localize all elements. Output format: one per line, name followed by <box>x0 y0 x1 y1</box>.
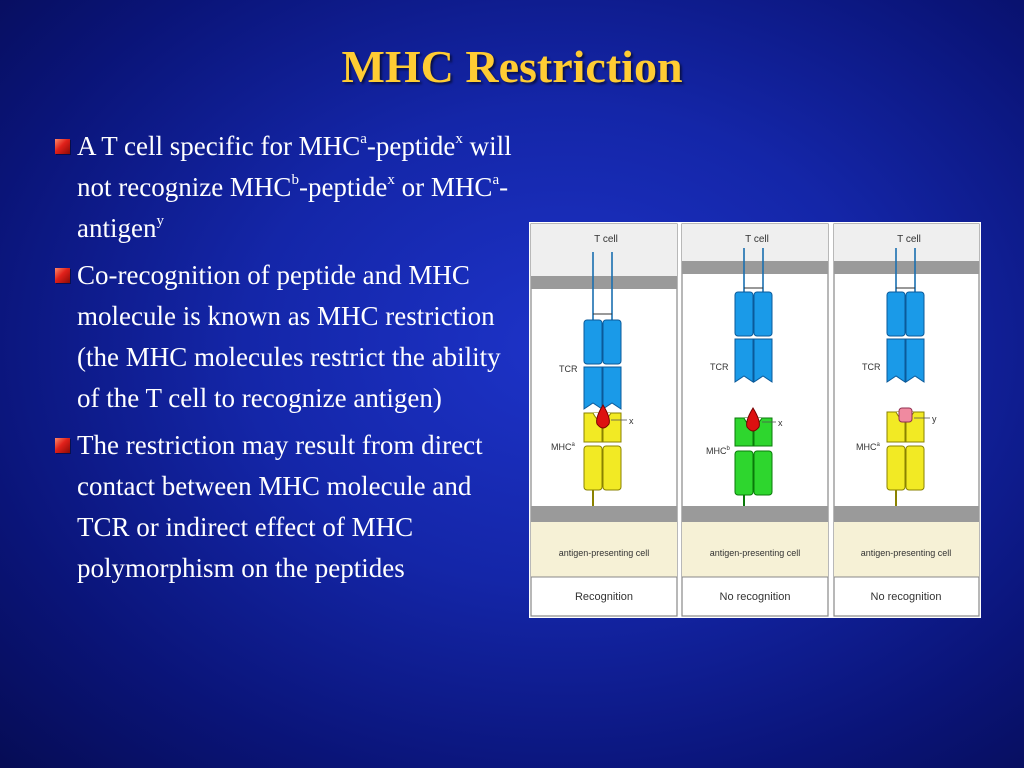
superscript: a <box>360 131 367 147</box>
superscript: b <box>291 172 299 188</box>
mhc-label: MHC$^b$ <box>706 446 730 456</box>
tcr-alpha-variable <box>887 339 905 382</box>
bullet-2 <box>55 255 515 419</box>
panel-2 <box>682 224 828 616</box>
superscript: x <box>387 172 395 188</box>
t-cell-label: T cell <box>897 234 921 245</box>
bullet-list <box>55 126 515 595</box>
apc-membrane <box>531 506 677 522</box>
bullet-marker-icon <box>55 438 70 453</box>
tcr-beta-constant <box>754 292 772 336</box>
peptide-y <box>899 408 912 422</box>
peptide-label: x <box>629 416 634 426</box>
t-cell-membrane <box>531 276 677 289</box>
tcr-alpha-constant <box>584 320 602 364</box>
bullet-marker-icon <box>55 268 70 283</box>
t-cell-membrane <box>682 261 828 274</box>
outcome-label: No recognition <box>719 591 791 603</box>
mhc-beta2m-domain <box>603 446 621 490</box>
bullet-3 <box>55 425 515 589</box>
peptide-label: x <box>778 418 783 428</box>
apc-label: antigen-presenting cell <box>709 548 801 558</box>
apc-label: antigen-presenting cell <box>860 548 952 558</box>
apc-membrane <box>682 506 828 522</box>
panel-3 <box>834 224 979 616</box>
panel-1 <box>531 224 677 616</box>
tcr-beta-constant <box>603 320 621 364</box>
peptide-label: y <box>932 414 937 424</box>
diagram-svg <box>529 222 981 618</box>
bullet-text: -peptide <box>298 172 388 202</box>
superscript: x <box>455 131 463 147</box>
tcr-beta-variable <box>754 339 772 382</box>
bullet-marker-icon <box>55 139 70 154</box>
tcr-beta-variable <box>603 367 621 409</box>
slide-title: MHC Restriction <box>341 41 683 92</box>
mhc-alpha3-domain <box>887 446 905 490</box>
bullet-text: A T cell specific for MHC <box>77 131 361 161</box>
apc-membrane <box>834 506 979 522</box>
t-cell-label: T cell <box>745 234 769 245</box>
bullet-1 <box>55 126 515 249</box>
outcome-label: Recognition <box>574 591 634 603</box>
tcr-alpha-constant <box>735 292 753 336</box>
tcr-label: TCR <box>559 364 578 374</box>
bullet-text: or MHC <box>394 172 493 202</box>
superscript: y <box>156 213 164 229</box>
mhc-label: MHC$^a$ <box>551 442 575 452</box>
tcr-alpha-variable <box>584 367 602 409</box>
bullet-text: -antigen <box>77 172 509 243</box>
t-cell-label: T cell <box>594 234 618 245</box>
bullet-text: The restriction may result from direct contact between MHC molecule and TCR or indirect effect of MHC polymorphism on the peptides <box>77 430 483 583</box>
bullet-text: -peptide <box>366 131 456 161</box>
mhc-beta2m-domain <box>754 451 772 495</box>
tcr-label: TCR <box>710 362 729 372</box>
bullet-text: Co-recognition of peptide and MHC molecule is known as MHC restriction (the MHC molecules restrict the ability of the T cell to recognize antigen) <box>77 260 501 413</box>
mhc-alpha3-domain <box>584 446 602 490</box>
mhc-alpha3-domain <box>735 451 753 495</box>
t-cell-membrane <box>834 261 979 274</box>
tcr-beta-variable <box>906 339 924 382</box>
outcome-label: No recognition <box>870 591 942 603</box>
superscript: a <box>492 172 500 188</box>
tcr-alpha-variable <box>735 339 753 382</box>
tcr-beta-constant <box>906 292 924 336</box>
t-cell-body <box>531 224 677 276</box>
apc-label: antigen-presenting cell <box>558 548 650 558</box>
mhc-beta2m-domain <box>906 446 924 490</box>
tcr-label: TCR <box>862 362 881 372</box>
mhc-restriction-diagram <box>529 222 981 618</box>
tcr-alpha-constant <box>887 292 905 336</box>
mhc-label: MHC$^a$ <box>856 442 880 452</box>
bullet-text: will not recognize MHC <box>77 131 512 202</box>
